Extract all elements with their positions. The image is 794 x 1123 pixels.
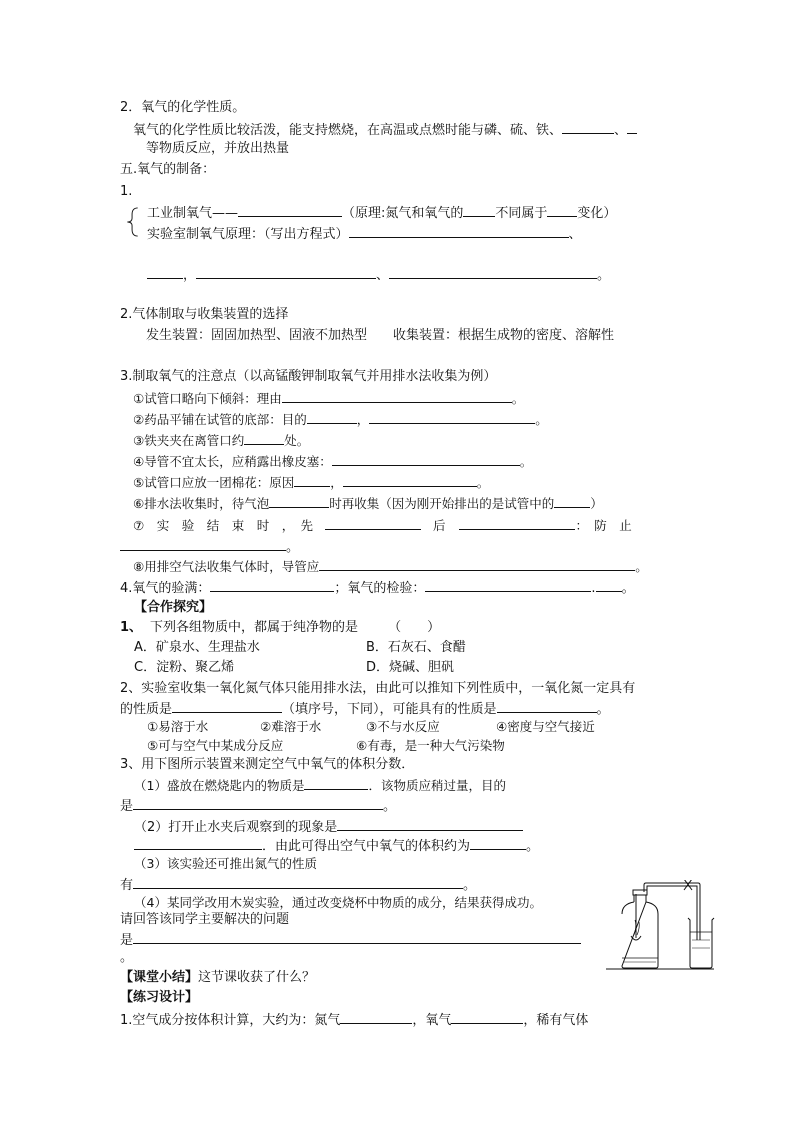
equipment-title: 2.气体制取与收集装置的选择: [120, 307, 289, 322]
note4: ④导管不宜太长，应稍露出橡皮塞： 。: [133, 454, 533, 469]
blank[interactable]: [120, 538, 286, 551]
blank[interactable]: [196, 266, 376, 279]
q3-2: [134, 818, 523, 836]
note1: ①试管口略向下倾斜：理由 。: [133, 391, 525, 406]
note5-text: ⑤试管口应放一团棉花：原因: [133, 475, 295, 490]
note1-text: ①试管口略向下倾斜：理由: [133, 391, 282, 406]
blank[interactable]: [463, 204, 495, 217]
q2-line2b: （填序号，下同），可能具有的性质是: [282, 702, 497, 717]
test-title: 4.氧气的验满：: [120, 581, 211, 596]
q2-opt2[interactable]: ②难溶于水: [260, 719, 322, 734]
blank[interactable]: [497, 700, 597, 713]
s5-num1: 1.: [120, 184, 133, 199]
brace-icon: [126, 207, 140, 237]
note6-mid: 时再收集（因为刚开始排出的是试管中的: [329, 496, 555, 511]
blank[interactable]: [210, 579, 334, 592]
q3-1c-line: 是 。: [120, 799, 397, 814]
blank[interactable]: [554, 495, 590, 508]
q1-optA[interactable]: A．矿泉水、生理盐水: [134, 640, 260, 655]
q3-4-end: 。: [120, 950, 134, 965]
blank[interactable]: [307, 411, 357, 424]
industrial-principle: （原理:氮气和氧气的: [342, 206, 464, 221]
note2-text: ②药品平铺在试管的底部：目的: [133, 412, 307, 427]
blank[interactable]: [470, 837, 526, 850]
practice-heading: 【练习设计】: [120, 990, 199, 1005]
blank[interactable]: [133, 931, 581, 944]
summary-line: [120, 970, 315, 986]
q1-optC[interactable]: C．淀粉、聚乙烯: [134, 660, 235, 675]
blank[interactable]: [343, 474, 477, 487]
blank[interactable]: [238, 204, 342, 217]
note3-text: ③铁夹夹在离管口约: [133, 433, 245, 448]
s2-title: 2．氧气的化学性质。: [120, 100, 246, 115]
q2-opt5[interactable]: ⑤可与空气中某成分反应: [147, 738, 284, 753]
q3-1b: ．该物质应稍过量，目的: [368, 778, 506, 793]
note6-end: ）: [590, 496, 603, 511]
blank[interactable]: [596, 579, 622, 592]
q3-2b-line: ．由此可得出空气中氧气的体积约为 。: [134, 837, 539, 855]
q3-4c: 是: [120, 933, 134, 948]
practice-q1b: ，氧气: [412, 1013, 452, 1028]
blank[interactable]: [244, 432, 284, 445]
test-mid: ；氧气的检验：: [334, 581, 426, 596]
q3-2b: ．由此可得出空气中氧气的体积约为: [262, 839, 471, 854]
q2-line2a: 的性质是: [120, 702, 173, 717]
blank[interactable]: [349, 225, 569, 238]
period: 。: [597, 268, 611, 283]
blank[interactable]: [172, 700, 282, 713]
blank[interactable]: [133, 797, 383, 810]
note3: [133, 432, 309, 449]
notes-title: 3.制取氧气的注意点（以高锰酸钾制取氧气并用排水法收集为例）: [120, 369, 497, 384]
q2-line2: 的性质是 （填序号，下同），可能具有的性质是 。: [120, 702, 610, 717]
industrial-change: 变化）: [577, 206, 617, 221]
s2-line1: [133, 121, 637, 139]
q2-opt4[interactable]: ④密度与空气接近: [496, 719, 595, 734]
s5-title: 五.氧气的制备：: [120, 162, 216, 177]
q3-1c: 是: [120, 799, 134, 814]
blank[interactable]: [319, 558, 635, 571]
comma2: 、: [376, 268, 390, 283]
q3-title: 3、用下图所示装置来测定空气中氧气的体积分数．: [120, 757, 415, 772]
blank[interactable]: [304, 777, 368, 790]
summary-text: 这节课收获了什么？: [198, 970, 316, 985]
q2-line1: 2、实验室收集一氧化氮气体只能用排水法，由此可以推知下列性质中，一氧化氮一定具有: [120, 681, 636, 696]
test-dot: .: [591, 581, 596, 596]
equipment-text: 发生装置：固固加热型、固液不加热型 收集装置：根据生成物的密度、溶解性: [146, 328, 615, 343]
q2-opt3[interactable]: ③不与水反应: [366, 719, 440, 734]
q3-1a: （1）盛放在燃烧匙内的物质是: [134, 778, 305, 793]
q2-opt1[interactable]: ①易溶于水: [147, 719, 209, 734]
blank[interactable]: [337, 818, 523, 831]
practice-q1a: 1.空气成分按体积计算，大约为：氮气: [120, 1013, 341, 1028]
s2-sep: 、: [614, 123, 628, 138]
q1-optB[interactable]: B．石灰石、食醋: [366, 640, 466, 655]
blank[interactable]: [134, 837, 262, 850]
note4-text: ④导管不宜太长，应稍露出橡皮塞：: [133, 454, 332, 469]
note6: [133, 495, 603, 512]
q3-2a: （2）打开止水夹后观察到的现象是: [134, 820, 338, 835]
note5: ⑤试管口应放一团棉花：原因 ， 。: [133, 475, 490, 490]
lab-line2: ， 、 。: [147, 266, 610, 284]
blank[interactable]: [332, 453, 520, 466]
q1-text: 下列各组物质中，都属于纯净物的是: [150, 620, 359, 635]
q3-4b: 请回答该同学主要解决的问题: [120, 912, 290, 927]
blank[interactable]: [451, 1011, 523, 1024]
blank[interactable]: [133, 876, 463, 889]
note7-cont: 。: [120, 538, 299, 556]
apparatus-diagram: [604, 880, 716, 972]
industrial-diff: 不同属于: [495, 206, 548, 221]
note3-end: 处。: [284, 433, 310, 448]
blank[interactable]: [282, 390, 512, 403]
blank[interactable]: [459, 517, 575, 530]
blank[interactable]: [369, 411, 535, 424]
q1-optD[interactable]: D．烧碱、胆矾: [366, 660, 455, 675]
note7-end: ： 防 止: [575, 518, 632, 533]
note7-mid: 后: [432, 518, 446, 533]
note7-text: ⑦ 实 验 结 束 时 ， 先: [133, 518, 313, 533]
blank[interactable]: [425, 579, 591, 592]
blank[interactable]: [389, 266, 597, 279]
blank[interactable]: [294, 474, 330, 487]
industrial-line: [147, 204, 616, 222]
blank[interactable]: [340, 1011, 412, 1024]
s2-line2: 等物质反应，并放出热量: [146, 141, 290, 156]
note7: [133, 517, 632, 534]
q3-1: [134, 777, 506, 794]
q1-paren: （ ）: [388, 620, 441, 635]
q2-opt6[interactable]: ⑥有毒，是一种大气污染物: [356, 738, 505, 753]
q3-4c-line: [120, 931, 581, 949]
industrial-label: 工业制氧气——: [147, 206, 239, 221]
note6-text: ⑥排水法收集时，待气泡: [133, 496, 270, 511]
note8-text: ⑧用排空气法收集气体时，导管应: [133, 559, 320, 574]
blank[interactable]: [269, 495, 329, 508]
test-line: 4.氧气的验满： ；氧气的检验： . 。: [120, 581, 635, 596]
note8-end: 。: [635, 559, 648, 574]
q3-3a: （3）该实验还可推出氮气的性质: [134, 856, 317, 871]
comma: 、: [568, 227, 582, 242]
blank[interactable]: [147, 266, 183, 279]
blank[interactable]: [627, 121, 637, 134]
summary-heading: 【课堂小结】: [120, 970, 199, 985]
blank[interactable]: [547, 204, 577, 217]
blank[interactable]: [562, 121, 614, 134]
note2: ②药品平铺在试管的底部：目的 ， 。: [133, 412, 548, 427]
s2-line1-text: 氧气的化学性质比较活泼，能支持燃烧，在高温或点燃时能与磷、硫、铁、: [133, 123, 563, 138]
q3-3b: 有: [120, 878, 134, 893]
practice-q1c: ，稀有气体: [523, 1013, 589, 1028]
note8: [133, 558, 648, 575]
lab-label: 实验室制氧气原理：（写出方程式）: [147, 227, 349, 242]
lab-line: [147, 225, 582, 243]
q1-line: [120, 620, 440, 636]
q1-num: 1、: [120, 620, 143, 635]
coop-heading: 【合作探究】: [134, 600, 213, 615]
blank[interactable]: [325, 517, 421, 530]
practice-q1: [120, 1011, 588, 1029]
q3-3b-line: 有 。: [120, 878, 477, 893]
q3-4a: （4）某同学改用木炭实验，通过改变烧杯中物质的成分，结果获得成功。: [134, 895, 542, 910]
